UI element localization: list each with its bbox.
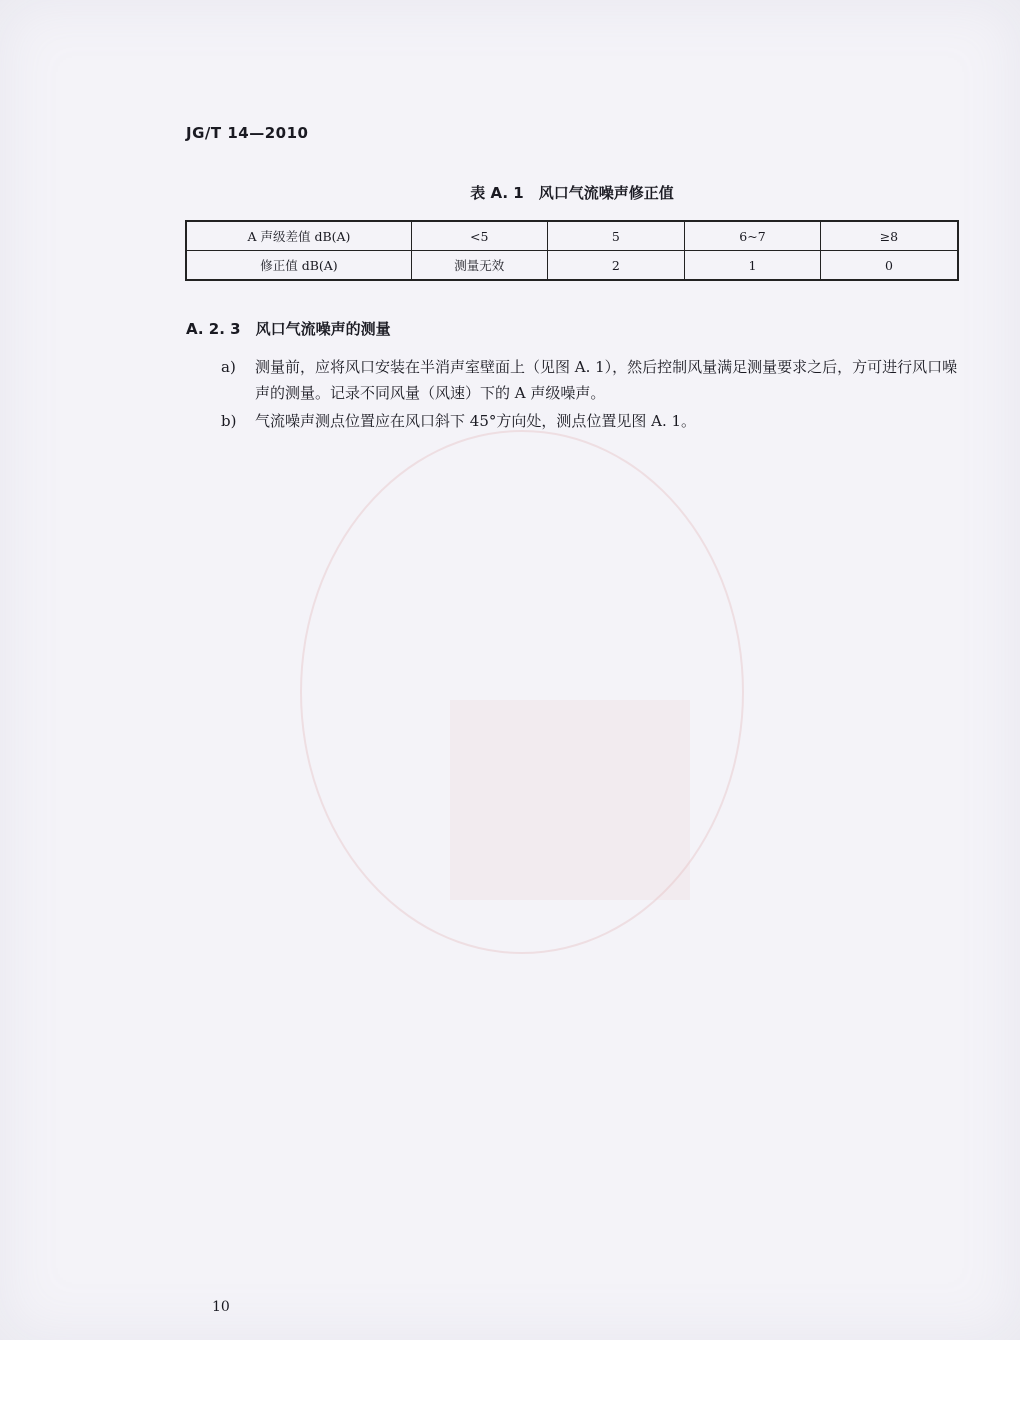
table-row (186, 251, 958, 281)
scan-margin (0, 1340, 1020, 1403)
list-item (221, 354, 961, 406)
table-cell: 6~7 (685, 221, 821, 251)
section-heading: A. 2. 3 风口气流噪声的测量 (186, 320, 391, 338)
table-cell: 2 (547, 251, 685, 281)
list-item (221, 408, 961, 434)
list-item-label: a) (221, 358, 236, 376)
table-cell: 修正值 dB(A) (186, 251, 411, 281)
table-cell: 1 (685, 251, 821, 281)
table-cell: <5 (411, 221, 547, 251)
watermark-stamp-fill (450, 700, 690, 900)
table-cell: 5 (547, 221, 685, 251)
table-cell: A 声级差值 dB(A) (186, 221, 411, 251)
table-cell: 测量无效 (411, 251, 547, 281)
list-item-text: 气流噪声测点位置应在风口斜下 45°方向处，测点位置见图 A. 1。 (255, 412, 697, 430)
document-code: JG/T 14—2010 (186, 124, 309, 142)
watermark-stamp (300, 430, 744, 954)
correction-table (185, 220, 959, 281)
list-item-text: 测量前，应将风口安装在半消声室壁面上（见图 A. 1），然后控制风量满足测量要求之后，方可进行风口噪声的测量。记录不同风量（风速）下的 A 声级噪声。 (255, 358, 958, 402)
table-cell: 0 (820, 251, 958, 281)
list-item-label: b) (221, 412, 237, 430)
table-cell: ≥8 (820, 221, 958, 251)
page-number: 10 (212, 1299, 230, 1315)
table-row (186, 221, 958, 251)
table-title: 表 A. 1 风口气流噪声修正值 (470, 184, 674, 202)
